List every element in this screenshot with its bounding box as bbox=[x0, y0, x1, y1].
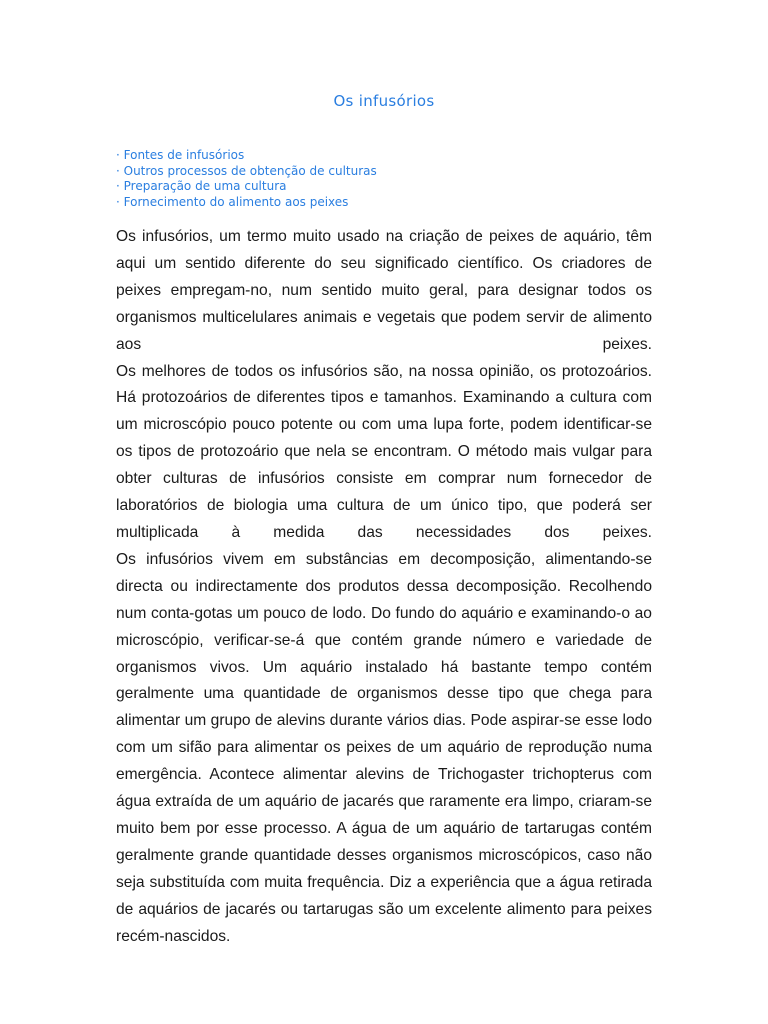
toc-item-fornecimento[interactable]: · Fornecimento do alimento aos peixes bbox=[116, 195, 349, 210]
document-title: Os infusórios bbox=[333, 92, 435, 110]
paragraph-2: Os melhores de todos os infusórios são, na nossa opinião, os protozoários. Há protozoários de diferentes tipos e tamanhos. Examinando a cultura com um microscópio pouco potente ou com uma lupa forte, podem identificar-se os tipos de protozoário que nela se encontram. O método mais vulgar para obter culturas de infusórios consiste em comprar num fornecedor de laboratórios de biologia uma cultura de um único tipo, que poderá ser multiplicada à medida das necessidades dos peixes. bbox=[116, 362, 652, 541]
toc-item-fontes[interactable]: · Fontes de infusórios bbox=[116, 148, 245, 162]
paragraph-1: Os infusórios, um termo muito usado na criação de peixes de aquário, têm aqui um sentido diferente do seu significado científico. Os criadores de peixes empregam-no, num sentido muito geral, para designar todos os organismos multicelulares animais e vegetais que podem servir de alimento aos peixes. bbox=[116, 228, 652, 353]
table-of-contents bbox=[116, 148, 377, 211]
toc-item-outros-processos[interactable]: · Outros processos de obtenção de culturas bbox=[116, 163, 377, 178]
body-text bbox=[116, 224, 652, 950]
toc-item-preparacao[interactable]: · Preparação de uma cultura bbox=[116, 179, 287, 194]
paragraph-3: Os infusórios vivem em substâncias em decomposição, alimentando-se directa ou indirectamente dos produtos dessa decomposição. Recolhendo num conta-gotas um pouco de lodo. Do fundo do aquário e examinando-o ao microscópio, verificar-se-á que contém grande número e variedade de organismos vivos. Um aquário instalado há bastante tempo contém geralmente uma quantidade de organismos desse tipo que chega para alimentar um grupo de alevins durante vários dias. Pode aspirar-se esse lodo com um sifão para alimentar os peixes de um aquário de reprodução numa emergência. Acontece alimentar alevins de Trichogaster trichopterus com água extraída de um aquário de jacarés que raramente era limpo, criaram-se muito bem por esse processo. A água de um aquário de tartarugas contém geralmente grande quantidade desses organismos microscópicos, caso não seja substituída com muita frequência. Diz a experiência que a água retirada de aquários de jacarés ou tartarugas são um excelente alimento para peixes recém-nascidos. bbox=[116, 550, 652, 945]
